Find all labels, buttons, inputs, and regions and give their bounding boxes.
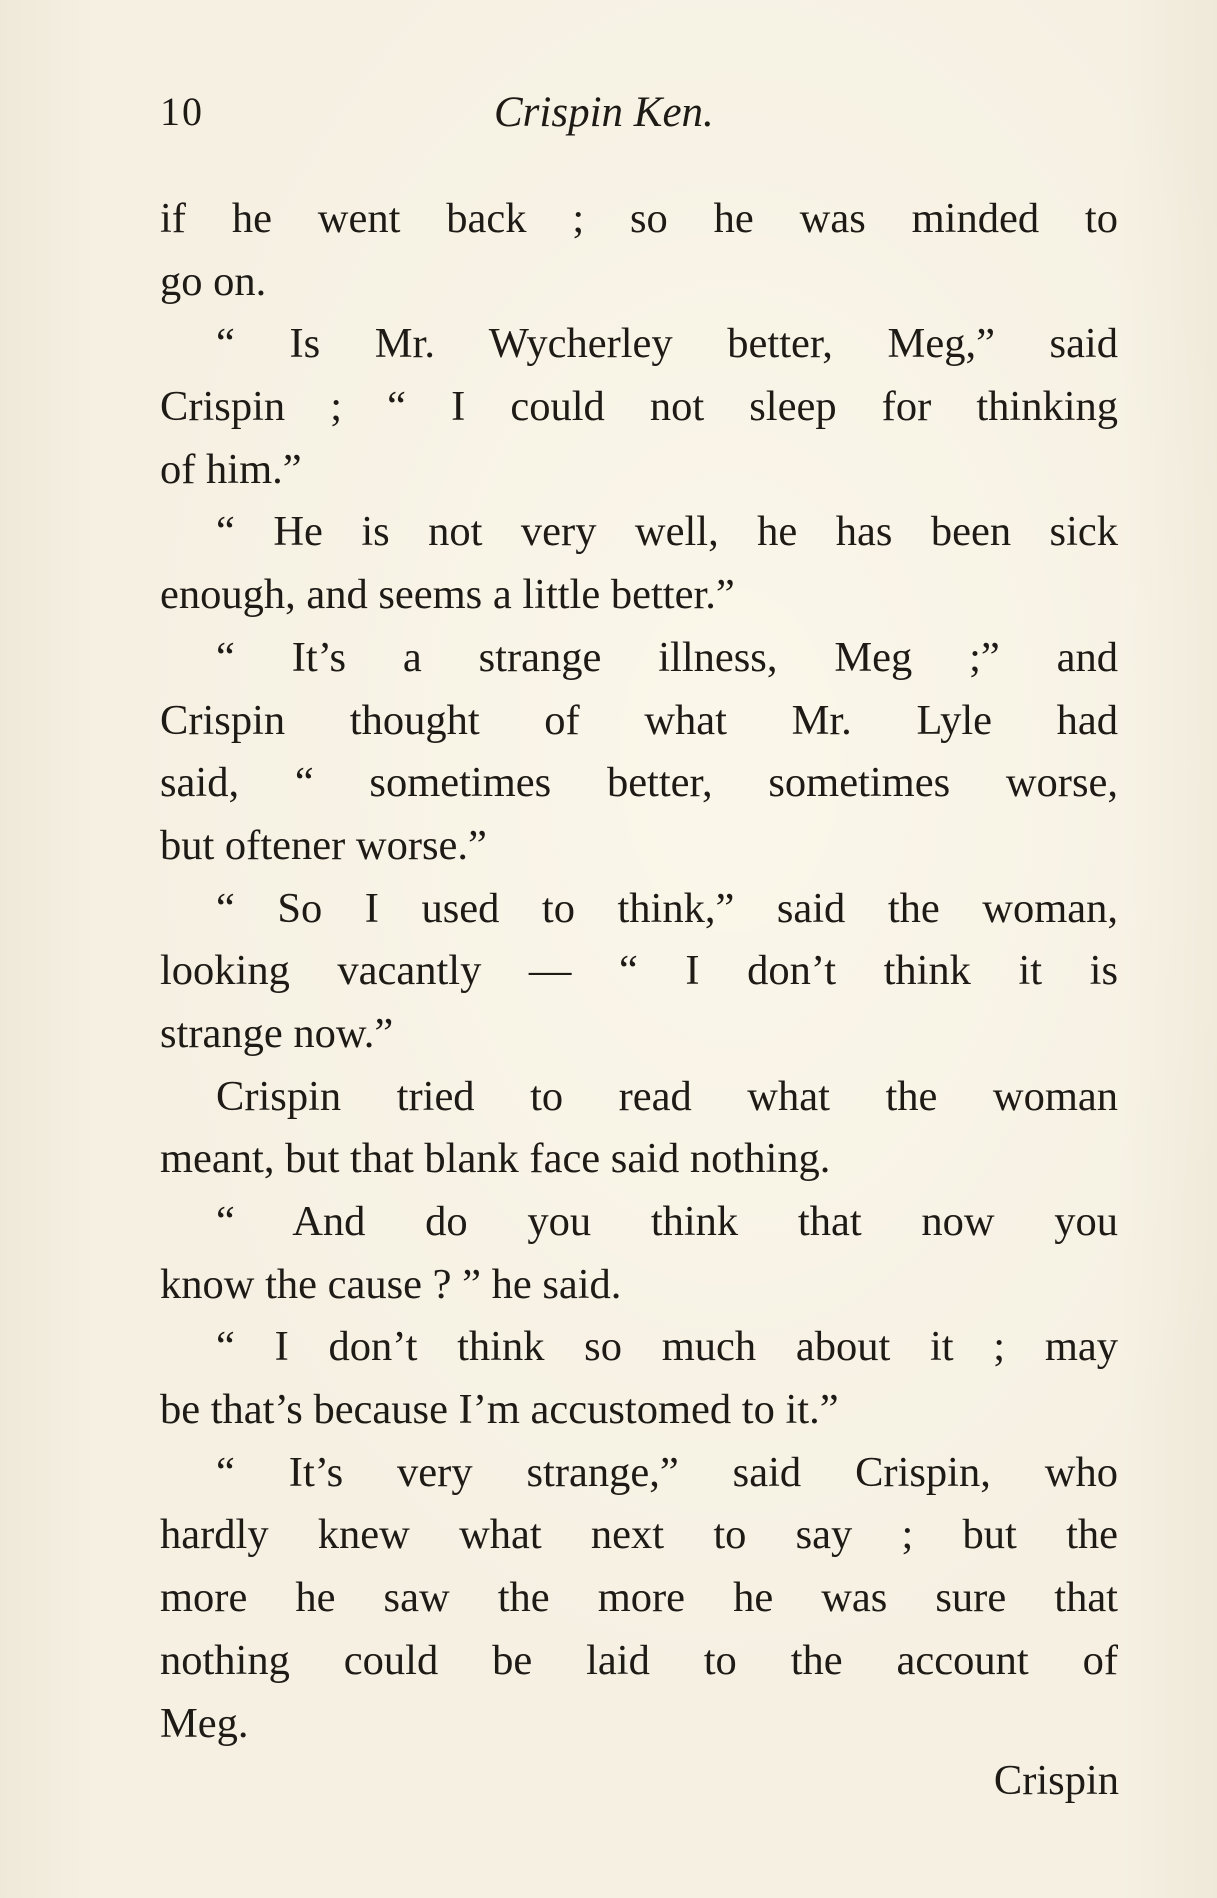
text-line: “ So I used to think,” said the woman, <box>216 884 1118 932</box>
text-line: be that’s because I’m accustomed to it.” <box>160 1386 839 1434</box>
text-line: Crispin ; “ I could not sleep for thinking <box>160 383 1118 431</box>
text-line: enough, and seems a little better.” <box>160 571 735 619</box>
catchword: Crispin <box>993 1757 1119 1804</box>
text-line: looking vacantly — “ I don’t think it is <box>160 947 1118 995</box>
text-line: of him.” <box>160 445 302 493</box>
text-line: “ He is not very well, he has been sick <box>216 508 1118 556</box>
page-number: 10 <box>160 89 204 134</box>
text-line: nothing could be laid to the account of <box>160 1636 1118 1684</box>
text-line: “ I don’t think so much about it ; may <box>216 1323 1118 1371</box>
text-line: if he went back ; so he was minded to <box>160 195 1118 242</box>
text-line: strange now.” <box>160 1009 394 1057</box>
text-line: Crispin thought of what Mr. Lyle had <box>160 696 1118 744</box>
text-line: “ It’s a strange illness, Meg ;” and <box>216 633 1118 681</box>
text-line: Meg. <box>160 1699 249 1747</box>
text-line: but oftener worse.” <box>160 821 487 869</box>
text-line: “ Is Mr. Wycherley better, Meg,” said <box>216 320 1118 368</box>
body-text <box>160 188 1118 1755</box>
text-line: Crispin tried to read what the woman <box>216 1072 1118 1120</box>
text-line: know the cause ? ” he said. <box>160 1260 622 1308</box>
text-line: “ It’s very strange,” said Crispin, who <box>216 1448 1118 1496</box>
text-line: more he saw the more he was sure that <box>160 1574 1118 1622</box>
text-line: “ And do you think that now you <box>216 1198 1118 1245</box>
text-line: said, “ sometimes better, sometimes worse, <box>160 759 1118 807</box>
running-head <box>160 88 1120 148</box>
running-title: Crispin Ken. <box>494 89 714 136</box>
text-line: meant, but that blank face said nothing. <box>160 1135 831 1183</box>
text-line: go on. <box>160 257 267 305</box>
text-line: hardly knew what next to say ; but the <box>160 1511 1118 1559</box>
